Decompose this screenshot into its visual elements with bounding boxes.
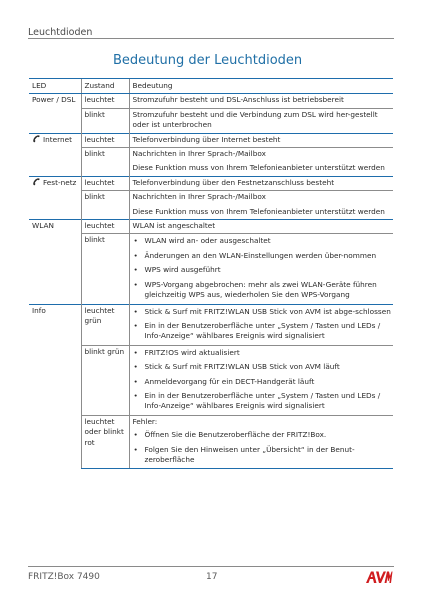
bullet-text: Ein in der Benutzeroberfläche unter „System / Tasten und LEDs / Info-Anzeige“ wählbares Ereignis wird signalisiert bbox=[144, 390, 381, 411]
footer-divider bbox=[28, 566, 394, 567]
state-cell: leuchtet bbox=[81, 133, 129, 147]
column-header-led: LED bbox=[29, 79, 81, 94]
bullet-dot-icon: • bbox=[133, 265, 138, 275]
table-row bbox=[29, 108, 393, 133]
led-table-container bbox=[29, 78, 393, 469]
bullet-item bbox=[133, 430, 392, 440]
meaning-paragraph: Nachrichten in Ihrer Sprach-/Mailbox bbox=[132, 192, 266, 202]
phone-icon bbox=[32, 178, 41, 186]
phone-icon bbox=[32, 135, 41, 143]
bullet-dot-icon: • bbox=[133, 362, 138, 372]
bullet-dot-icon: • bbox=[133, 444, 138, 454]
bullet-dot-icon: • bbox=[133, 347, 138, 357]
bullet-text: Änderungen an den WLAN-Einstellungen werden über-nommen bbox=[144, 250, 377, 260]
state-cell: blinkt bbox=[81, 234, 129, 304]
meaning-cell bbox=[129, 345, 393, 415]
meaning-cell bbox=[129, 304, 393, 345]
meaning-cell bbox=[129, 234, 393, 304]
led-label: Internet bbox=[43, 134, 72, 144]
bullet-dot-icon: • bbox=[133, 250, 138, 260]
avm-logo-icon bbox=[365, 570, 393, 584]
state-cell: leuchtet grün bbox=[81, 304, 129, 345]
bullet-dot-icon: • bbox=[133, 236, 138, 246]
column-header-meaning: Bedeutung bbox=[129, 79, 393, 94]
state-cell: leuchtet bbox=[81, 94, 129, 108]
table-header-row bbox=[29, 79, 393, 94]
bullet-dot-icon: • bbox=[133, 376, 138, 386]
table-row bbox=[29, 176, 393, 190]
column-header-state: Zustand bbox=[81, 79, 129, 94]
bullet-item bbox=[133, 265, 392, 275]
bullet-item bbox=[133, 251, 392, 261]
bullet-text: Anmeldevorgang für ein DECT-Handgerät läuft bbox=[144, 376, 315, 386]
state-cell: leuchtet bbox=[81, 176, 129, 190]
state-cell: blinkt grün bbox=[81, 345, 129, 415]
bullet-item bbox=[133, 362, 392, 372]
bullet-text: Stick & Surf mit FRITZ!WLAN USB Stick von AVM ist abge-schlossen bbox=[144, 306, 391, 316]
meaning-cell: Stromzufuhr besteht und DSL-Anschluss ist betriebsbereit bbox=[129, 94, 393, 108]
bullet-item bbox=[133, 348, 392, 358]
meaning-cell: Telefonverbindung über Internet besteht bbox=[129, 133, 393, 147]
state-cell: blinkt bbox=[81, 108, 129, 133]
bullet-item bbox=[133, 280, 392, 301]
state-cell: leuchtet oder blinkt rot bbox=[81, 415, 129, 469]
running-header: Leuchtdioden bbox=[28, 27, 93, 38]
led-name-power: Power / DSL bbox=[32, 95, 76, 105]
bullet-dot-icon: • bbox=[133, 306, 138, 316]
bullet-item bbox=[133, 236, 392, 246]
error-label: Fehler: bbox=[132, 416, 158, 426]
table-row bbox=[29, 94, 393, 108]
header-divider bbox=[28, 38, 394, 39]
bullet-text: WLAN wird an- oder ausgeschaltet bbox=[144, 236, 271, 246]
state-cell: blinkt bbox=[81, 148, 129, 177]
page-title: Bedeutung der Leuchtdioden bbox=[113, 53, 303, 68]
bullet-item bbox=[133, 321, 392, 342]
table-row bbox=[29, 191, 393, 220]
table-row bbox=[29, 304, 393, 345]
bullet-text: Stick & Surf mit FRITZ!WLAN USB Stick von AVM läuft bbox=[144, 362, 340, 372]
meaning-paragraph: Nachrichten in Ihrer Sprach-/Mailbox bbox=[132, 149, 266, 159]
led-name-internet bbox=[29, 133, 81, 176]
table-row bbox=[29, 133, 393, 147]
state-cell: blinkt bbox=[81, 191, 129, 220]
led-name-wlan: WLAN bbox=[29, 220, 81, 304]
meaning-paragraph: Diese Funktion muss von Ihrem Telefonieanbieter unterstützt werden bbox=[132, 206, 385, 216]
table-row bbox=[29, 148, 393, 177]
bullet-dot-icon: • bbox=[133, 320, 138, 330]
bullet-dot-icon: • bbox=[133, 279, 138, 289]
led-label: Fest-netz bbox=[43, 177, 77, 187]
table-row bbox=[29, 415, 393, 469]
bullet-text: Öffnen Sie die Benutzeroberfläche der FRITZ!Box. bbox=[144, 430, 327, 440]
bullet-text: WPS wird ausgeführt bbox=[144, 265, 221, 275]
led-name-info: Info bbox=[29, 304, 81, 469]
bullet-text: FRITZ!OS wird aktualisiert bbox=[144, 347, 240, 357]
meaning-cell bbox=[129, 191, 393, 220]
bullet-text: WPS-Vorgang abgebrochen: mehr als zwei WLAN-Geräte führen gleichzeitig WPS aus, wiederholen Sie den WPS-Vorgang bbox=[144, 279, 377, 300]
bullet-dot-icon: • bbox=[133, 390, 138, 400]
bullet-text: Ein in der Benutzeroberfläche unter „System / Tasten und LEDs / Info-Anzeige“ wählbares Ereignis wird signalisiert bbox=[144, 320, 381, 341]
state-cell: leuchtet bbox=[81, 220, 129, 234]
table-row bbox=[29, 220, 393, 234]
bullet-item bbox=[133, 445, 392, 466]
meaning-cell: Stromzufuhr besteht und die Verbindung zum DSL wird her-gestellt oder ist unterbrochen bbox=[129, 108, 393, 133]
table-row bbox=[29, 234, 393, 304]
meaning-paragraph: Diese Funktion muss von Ihrem Telefonieanbieter unterstützt werden bbox=[132, 163, 385, 173]
led-table bbox=[29, 78, 393, 469]
bullet-text: Folgen Sie den Hinweisen unter „Übersicht“ in der Benut-zeroberfläche bbox=[144, 444, 355, 464]
meaning-cell: Telefonverbindung über den Festnetzanschluss besteht bbox=[129, 176, 393, 190]
meaning-cell bbox=[129, 415, 393, 469]
bullet-item bbox=[133, 377, 392, 387]
page-number: 17 bbox=[206, 572, 218, 582]
bullet-item bbox=[133, 307, 392, 317]
meaning-cell: WLAN ist angeschaltet bbox=[129, 220, 393, 234]
meaning-cell bbox=[129, 148, 393, 177]
led-name-festnetz bbox=[29, 176, 81, 219]
bullet-item bbox=[133, 391, 392, 412]
footer-product-name: FRITZ!Box 7490 bbox=[28, 572, 100, 582]
table-row bbox=[29, 345, 393, 415]
bullet-dot-icon: • bbox=[133, 430, 138, 440]
